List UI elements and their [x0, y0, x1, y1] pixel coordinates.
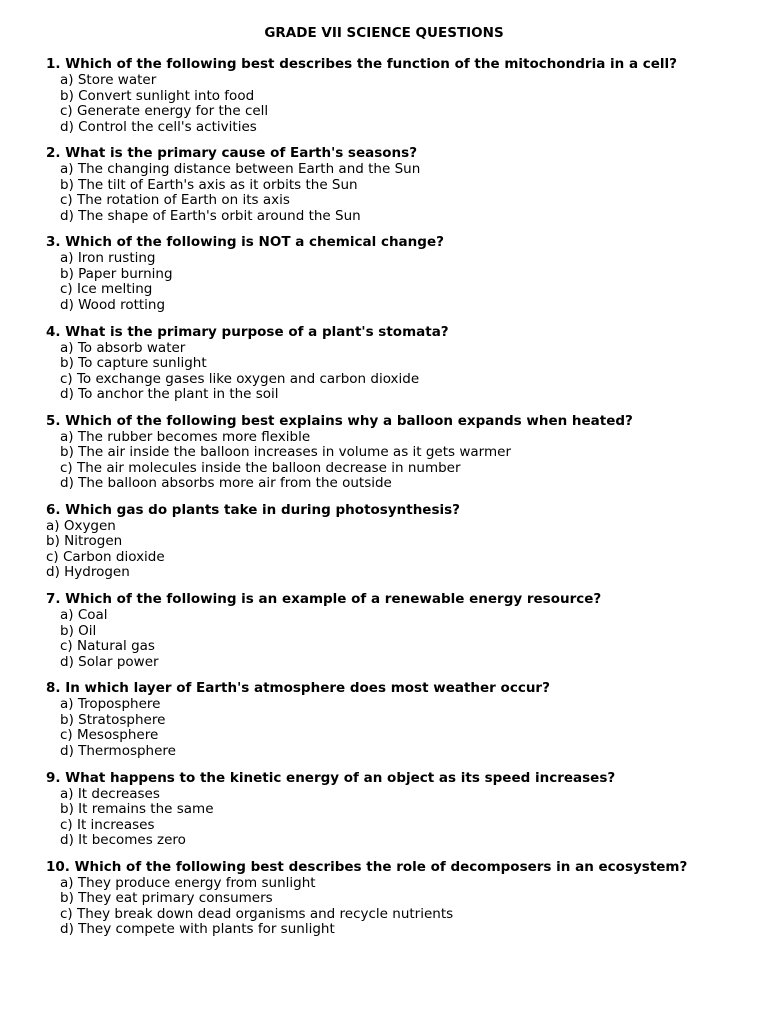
option-a: a) The changing distance between Earth and the Sun: [60, 161, 421, 178]
option-c: c) It increases: [60, 816, 155, 833]
question-text: 10. Which of the following best describes the role of decomposers in an ecosystem?: [46, 858, 688, 875]
option-list: [46, 73, 746, 135]
option-d: d) They compete with plants for sunlight: [60, 921, 335, 938]
option-c: c) They break down dead organisms and recycle nutrients: [60, 905, 454, 922]
option-d: d) The shape of Earth's orbit around the Sun: [60, 207, 361, 224]
question-text: 3. Which of the following is NOT a chemical change?: [46, 234, 444, 251]
option-d: d) To anchor the plant in the soil: [60, 386, 279, 403]
option-c: c) The rotation of Earth on its axis: [60, 192, 290, 209]
option-b: b) To capture sunlight: [60, 355, 207, 372]
option-b: b) Stratosphere: [60, 711, 166, 728]
option-d: d) Solar power: [60, 653, 159, 670]
question-text: 8. In which layer of Earth's atmosphere does most weather occur?: [46, 680, 550, 697]
option-list: [46, 341, 746, 403]
option-list: [46, 697, 746, 759]
option-a: a) The rubber becomes more flexible: [60, 428, 311, 445]
question-text: 6. Which gas do plants take in during photosynthesis?: [46, 501, 460, 518]
option-d: d) It becomes zero: [60, 832, 186, 848]
option-b: b) Nitrogen: [46, 533, 123, 550]
option-b: b) The tilt of Earth's axis as it orbits the Sun: [60, 176, 358, 193]
option-c: c) The air molecules inside the balloon decrease in number: [60, 459, 461, 476]
question-8: [46, 679, 746, 759]
option-list: [46, 876, 746, 938]
question-9: [46, 769, 746, 849]
option-c: c) To exchange gases like oxygen and carbon dioxide: [60, 370, 420, 387]
question-2: [46, 144, 746, 224]
question-text: 9. What happens to the kinetic energy of an object as its speed increases?: [46, 769, 616, 786]
option-c: c) Generate energy for the cell: [60, 103, 269, 119]
option-a: a) It decreases: [60, 785, 160, 802]
option-d: d) Wood rotting: [60, 296, 166, 313]
option-d: d) Thermosphere: [60, 742, 176, 759]
option-c: c) Ice melting: [60, 281, 153, 298]
question-text: 1. Which of the following best describes the function of the mitochondria in a cell?: [46, 56, 678, 72]
option-b: b) Oil: [60, 622, 97, 639]
option-b: b) They eat primary consumers: [60, 890, 273, 907]
option-b: b) The air inside the balloon increases in volume as it gets warmer: [60, 444, 511, 461]
option-a: a) Coal: [60, 607, 108, 624]
question-4: [46, 323, 746, 403]
question-10: [46, 858, 746, 938]
option-list: [46, 251, 746, 313]
option-list: [46, 787, 746, 849]
option-a: a) Oxygen: [46, 517, 116, 534]
question-text: 4. What is the primary purpose of a plant's stomata?: [46, 323, 449, 340]
option-b: b) It remains the same: [60, 801, 214, 817]
option-a: a) To absorb water: [60, 339, 186, 356]
option-d: d) Control the cell's activities: [60, 118, 257, 135]
option-d: d) The balloon absorbs more air from the outside: [60, 475, 392, 492]
option-c: c) Natural gas: [60, 638, 155, 655]
option-list: [46, 162, 746, 224]
document-title: GRADE VII SCIENCE QUESTIONS: [264, 25, 504, 41]
option-a: a) They produce energy from sunlight: [60, 874, 316, 891]
option-list: [46, 608, 746, 670]
option-c: c) Carbon dioxide: [46, 548, 165, 565]
question-6: [46, 501, 746, 581]
option-b: b) Paper burning: [60, 265, 173, 282]
question-1: [46, 55, 746, 135]
question-text: 7. Which of the following is an example of a renewable energy resource?: [46, 591, 602, 608]
option-list: [46, 519, 746, 581]
option-a: a) Troposphere: [60, 696, 161, 713]
question-7: [46, 590, 746, 670]
option-c: c) Mesosphere: [60, 727, 159, 744]
question-text: 2. What is the primary cause of Earth's seasons?: [46, 145, 418, 162]
option-d: d) Hydrogen: [46, 564, 130, 581]
option-a: a) Store water: [60, 72, 157, 88]
option-a: a) Iron rusting: [60, 250, 156, 267]
question-5: [46, 412, 746, 492]
question-list: [46, 55, 746, 947]
question-text: 5. Which of the following best explains why a balloon expands when heated?: [46, 412, 633, 429]
option-list: [46, 430, 746, 492]
question-3: [46, 233, 746, 313]
option-b: b) Convert sunlight into food: [60, 87, 255, 104]
